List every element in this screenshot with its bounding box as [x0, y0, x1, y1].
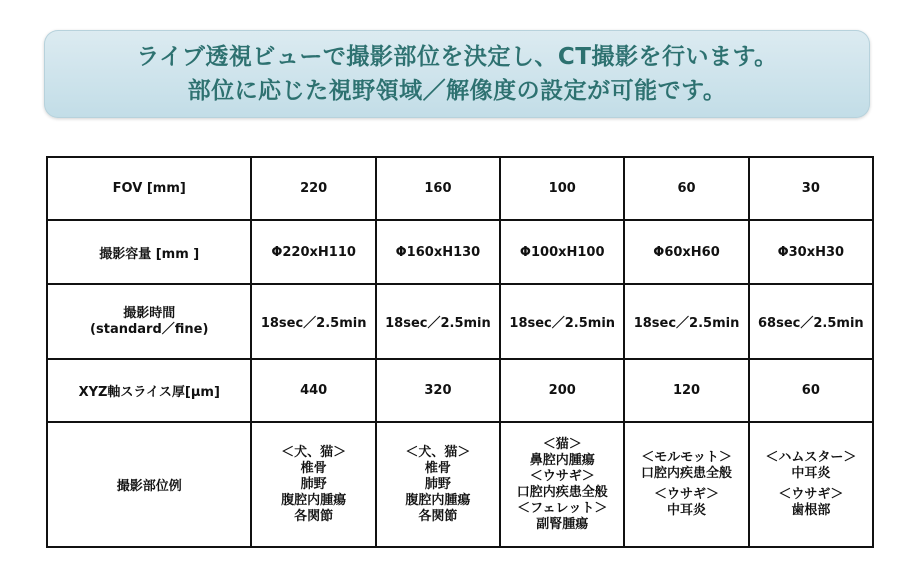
cell-volume-3: Φ100xH100 — [500, 220, 624, 284]
cell-fov-1: 220 — [251, 157, 375, 220]
cell-time-5: 68sec／2.5min — [749, 284, 873, 359]
example-line: 腹腔内腫瘍 — [281, 492, 347, 508]
table-row-volume — [47, 220, 873, 284]
banner-line-2: 部位に応じた視野領域／解像度の設定が可能です。 — [187, 78, 727, 104]
spec-table — [46, 156, 874, 548]
example-line: ＜ウサギ＞ — [778, 487, 844, 502]
example-line: 中耳炎 — [791, 466, 831, 481]
example-line: 中耳炎 — [667, 503, 707, 518]
example-line: 肺野 — [300, 476, 327, 492]
example-line: ＜猫＞ — [542, 436, 582, 452]
example-line: ＜ウサギ＞ — [654, 487, 720, 502]
row-label-time — [47, 284, 251, 359]
cell-examples-3 — [500, 422, 624, 547]
table-row-fov — [47, 157, 873, 220]
cell-time-3: 18sec／2.5min — [500, 284, 624, 359]
example-line: 歯根部 — [791, 503, 831, 518]
example-line: 各関節 — [418, 508, 458, 524]
example-line: ＜犬、猫＞ — [405, 444, 471, 460]
cell-slice-3: 200 — [500, 359, 624, 422]
cell-slice-5: 60 — [749, 359, 873, 422]
example-line: 椎骨 — [424, 460, 451, 476]
header-banner — [44, 30, 870, 118]
row-label-fov: FOV [mm] — [47, 157, 251, 220]
cell-volume-5: Φ30xH30 — [749, 220, 873, 284]
example-line: 副腎腫瘍 — [536, 516, 589, 532]
cell-volume-4: Φ60xH60 — [624, 220, 748, 284]
example-line: 椎骨 — [300, 460, 327, 476]
cell-time-4: 18sec／2.5min — [624, 284, 748, 359]
cell-examples-1 — [251, 422, 375, 547]
table-row-time — [47, 284, 873, 359]
row-label-volume: 撮影容量 [mm ] — [47, 220, 251, 284]
cell-examples-4 — [624, 422, 748, 547]
example-line: ＜犬、猫＞ — [281, 444, 347, 460]
cell-slice-1: 440 — [251, 359, 375, 422]
row-label-time-sub: (standard／fine) — [90, 321, 209, 337]
example-line: ＜ウサギ＞ — [529, 468, 595, 484]
row-label-slice: XYZ軸スライス厚[μm] — [47, 359, 251, 422]
cell-time-1: 18sec／2.5min — [251, 284, 375, 359]
cell-examples-2 — [376, 422, 500, 547]
cell-slice-2: 320 — [376, 359, 500, 422]
example-line: 口腔内疾患全般 — [516, 484, 608, 500]
example-line: 口腔内疾患全般 — [641, 466, 733, 481]
banner-line-1: ライブ透視ビューで撮影部位を決定し、CT撮影を行います。 — [136, 44, 778, 70]
cell-volume-2: Φ160xH130 — [376, 220, 500, 284]
cell-slice-4: 120 — [624, 359, 748, 422]
cell-examples-5 — [749, 422, 873, 547]
cell-fov-4: 60 — [624, 157, 748, 220]
example-line: ＜ハムスター＞ — [765, 450, 857, 465]
example-line: 鼻腔内腫瘍 — [529, 452, 595, 468]
table-row-slice — [47, 359, 873, 422]
row-label-examples: 撮影部位例 — [47, 422, 251, 547]
cell-time-2: 18sec／2.5min — [376, 284, 500, 359]
cell-fov-5: 30 — [749, 157, 873, 220]
example-line: 腹腔内腫瘍 — [405, 492, 471, 508]
row-label-time-main: 撮影時間 — [123, 305, 176, 321]
example-line: ＜モルモット＞ — [641, 450, 732, 465]
table-row-examples — [47, 422, 873, 547]
cell-volume-1: Φ220xH110 — [251, 220, 375, 284]
cell-fov-3: 100 — [500, 157, 624, 220]
cell-fov-2: 160 — [376, 157, 500, 220]
example-line: 各関節 — [294, 508, 334, 524]
example-line: ＜フェレット＞ — [517, 500, 608, 516]
example-line: 肺野 — [424, 476, 451, 492]
